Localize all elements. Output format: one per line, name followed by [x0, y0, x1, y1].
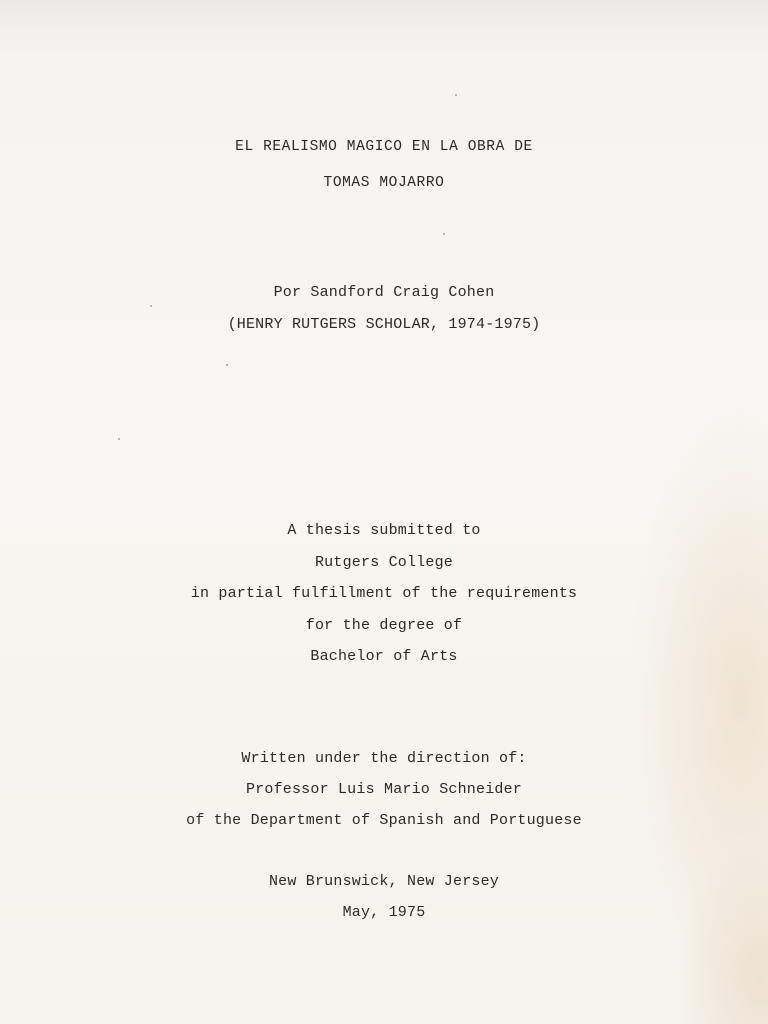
paper-speck — [150, 305, 152, 307]
paper-speck — [455, 94, 457, 96]
submission-line-3: in partial fulfillment of the requirements — [190, 585, 578, 602]
thesis-title-line-1: EL REALISMO MAGICO EN LA OBRA DE — [235, 139, 533, 155]
submission-line-4: for the degree of — [305, 617, 463, 634]
paper-speck — [226, 364, 228, 366]
direction-line-3: of the Department of Spanish and Portuguese — [186, 812, 582, 829]
direction-line-1: Written under the direction of: — [241, 750, 527, 767]
author-honor: (HENRY RUTGERS SCHOLAR, 1974-1975) — [227, 316, 541, 333]
paper-speck — [118, 438, 120, 440]
submission-line-1: A thesis submitted to — [287, 522, 481, 539]
date-line: May, 1975 — [342, 904, 426, 921]
paper-speck — [443, 233, 445, 235]
place-line: New Brunswick, New Jersey — [268, 873, 500, 890]
author-byline: Por Sandford Craig Cohen — [273, 284, 495, 301]
scan-top-shadow — [0, 0, 768, 58]
submission-line-5: Bachelor of Arts — [310, 648, 458, 665]
thesis-title-line-2: TOMAS MOJARRO — [323, 175, 445, 191]
direction-line-2: Professor Luis Mario Schneider — [245, 781, 523, 798]
submission-line-2: Rutgers College — [314, 554, 454, 571]
